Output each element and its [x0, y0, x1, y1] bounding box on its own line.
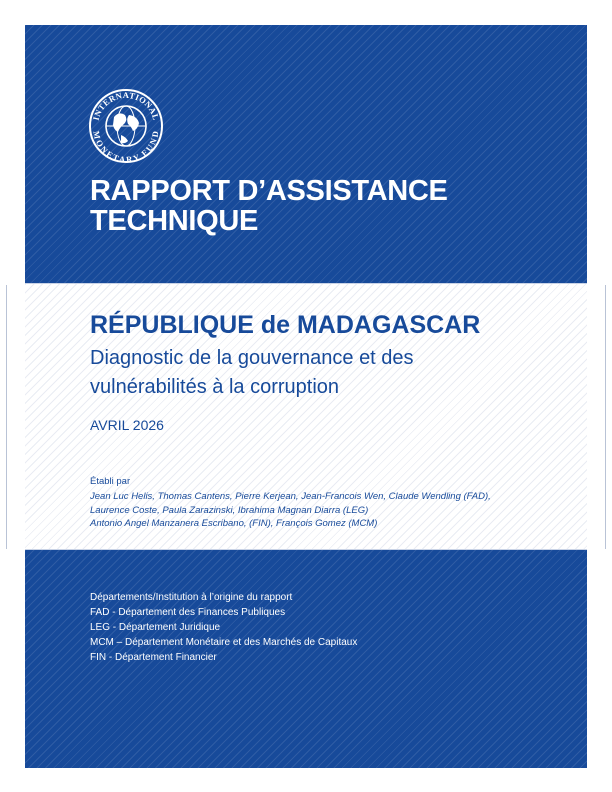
departments-heading: Départements/Institution à l’origine du rapport: [90, 592, 293, 603]
prepared-by-label: Établi par: [90, 476, 131, 487]
seal-text-bottom: MONETARY FUND: [91, 130, 161, 164]
department-item: FAD - Département des Finances Publiques: [90, 607, 286, 618]
subtitle-line2: vulnérabilités à la corruption: [90, 376, 340, 398]
right-divider: [605, 285, 606, 549]
authors-list: [90, 490, 491, 531]
imf-seal-icon: [88, 88, 164, 164]
authors-line: Jean Luc Helis, Thomas Cantens, Pierre Kerjean, Jean-Francois Wen, Claude Wendling (FAD),: [90, 491, 491, 502]
left-divider: [6, 285, 7, 549]
authors-line: Laurence Coste, Paula Zarazinski, Ibrahima Magnan Diarra (LEG): [90, 504, 369, 516]
authors-line: Antonio Angel Manzanera Escribano, (FIN), François Gomez (MCM): [90, 518, 378, 529]
department-item: FIN - Département Financier: [90, 652, 217, 663]
departments-block: [90, 590, 357, 665]
report-subtitle: [90, 344, 414, 402]
report-title-line1: RAPPORT D’ASSISTANCE: [90, 175, 448, 207]
seal-text-top: INTERNATIONAL: [90, 89, 162, 122]
department-item: MCM – Département Monétaire et des Marchés de Capitaux: [90, 637, 358, 648]
subtitle-line1: Diagnostic de la gouvernance et des: [90, 347, 414, 369]
svg-text:MONETARY FUND: [91, 130, 160, 164]
report-title-line2: TECHNIQUE: [90, 205, 259, 237]
report-title: [90, 176, 530, 236]
publication-date: AVRIL 2026: [90, 417, 164, 433]
country-title: RÉPUBLIQUE de MADAGASCAR: [90, 311, 481, 339]
department-item: LEG - Département Juridique: [90, 622, 221, 633]
